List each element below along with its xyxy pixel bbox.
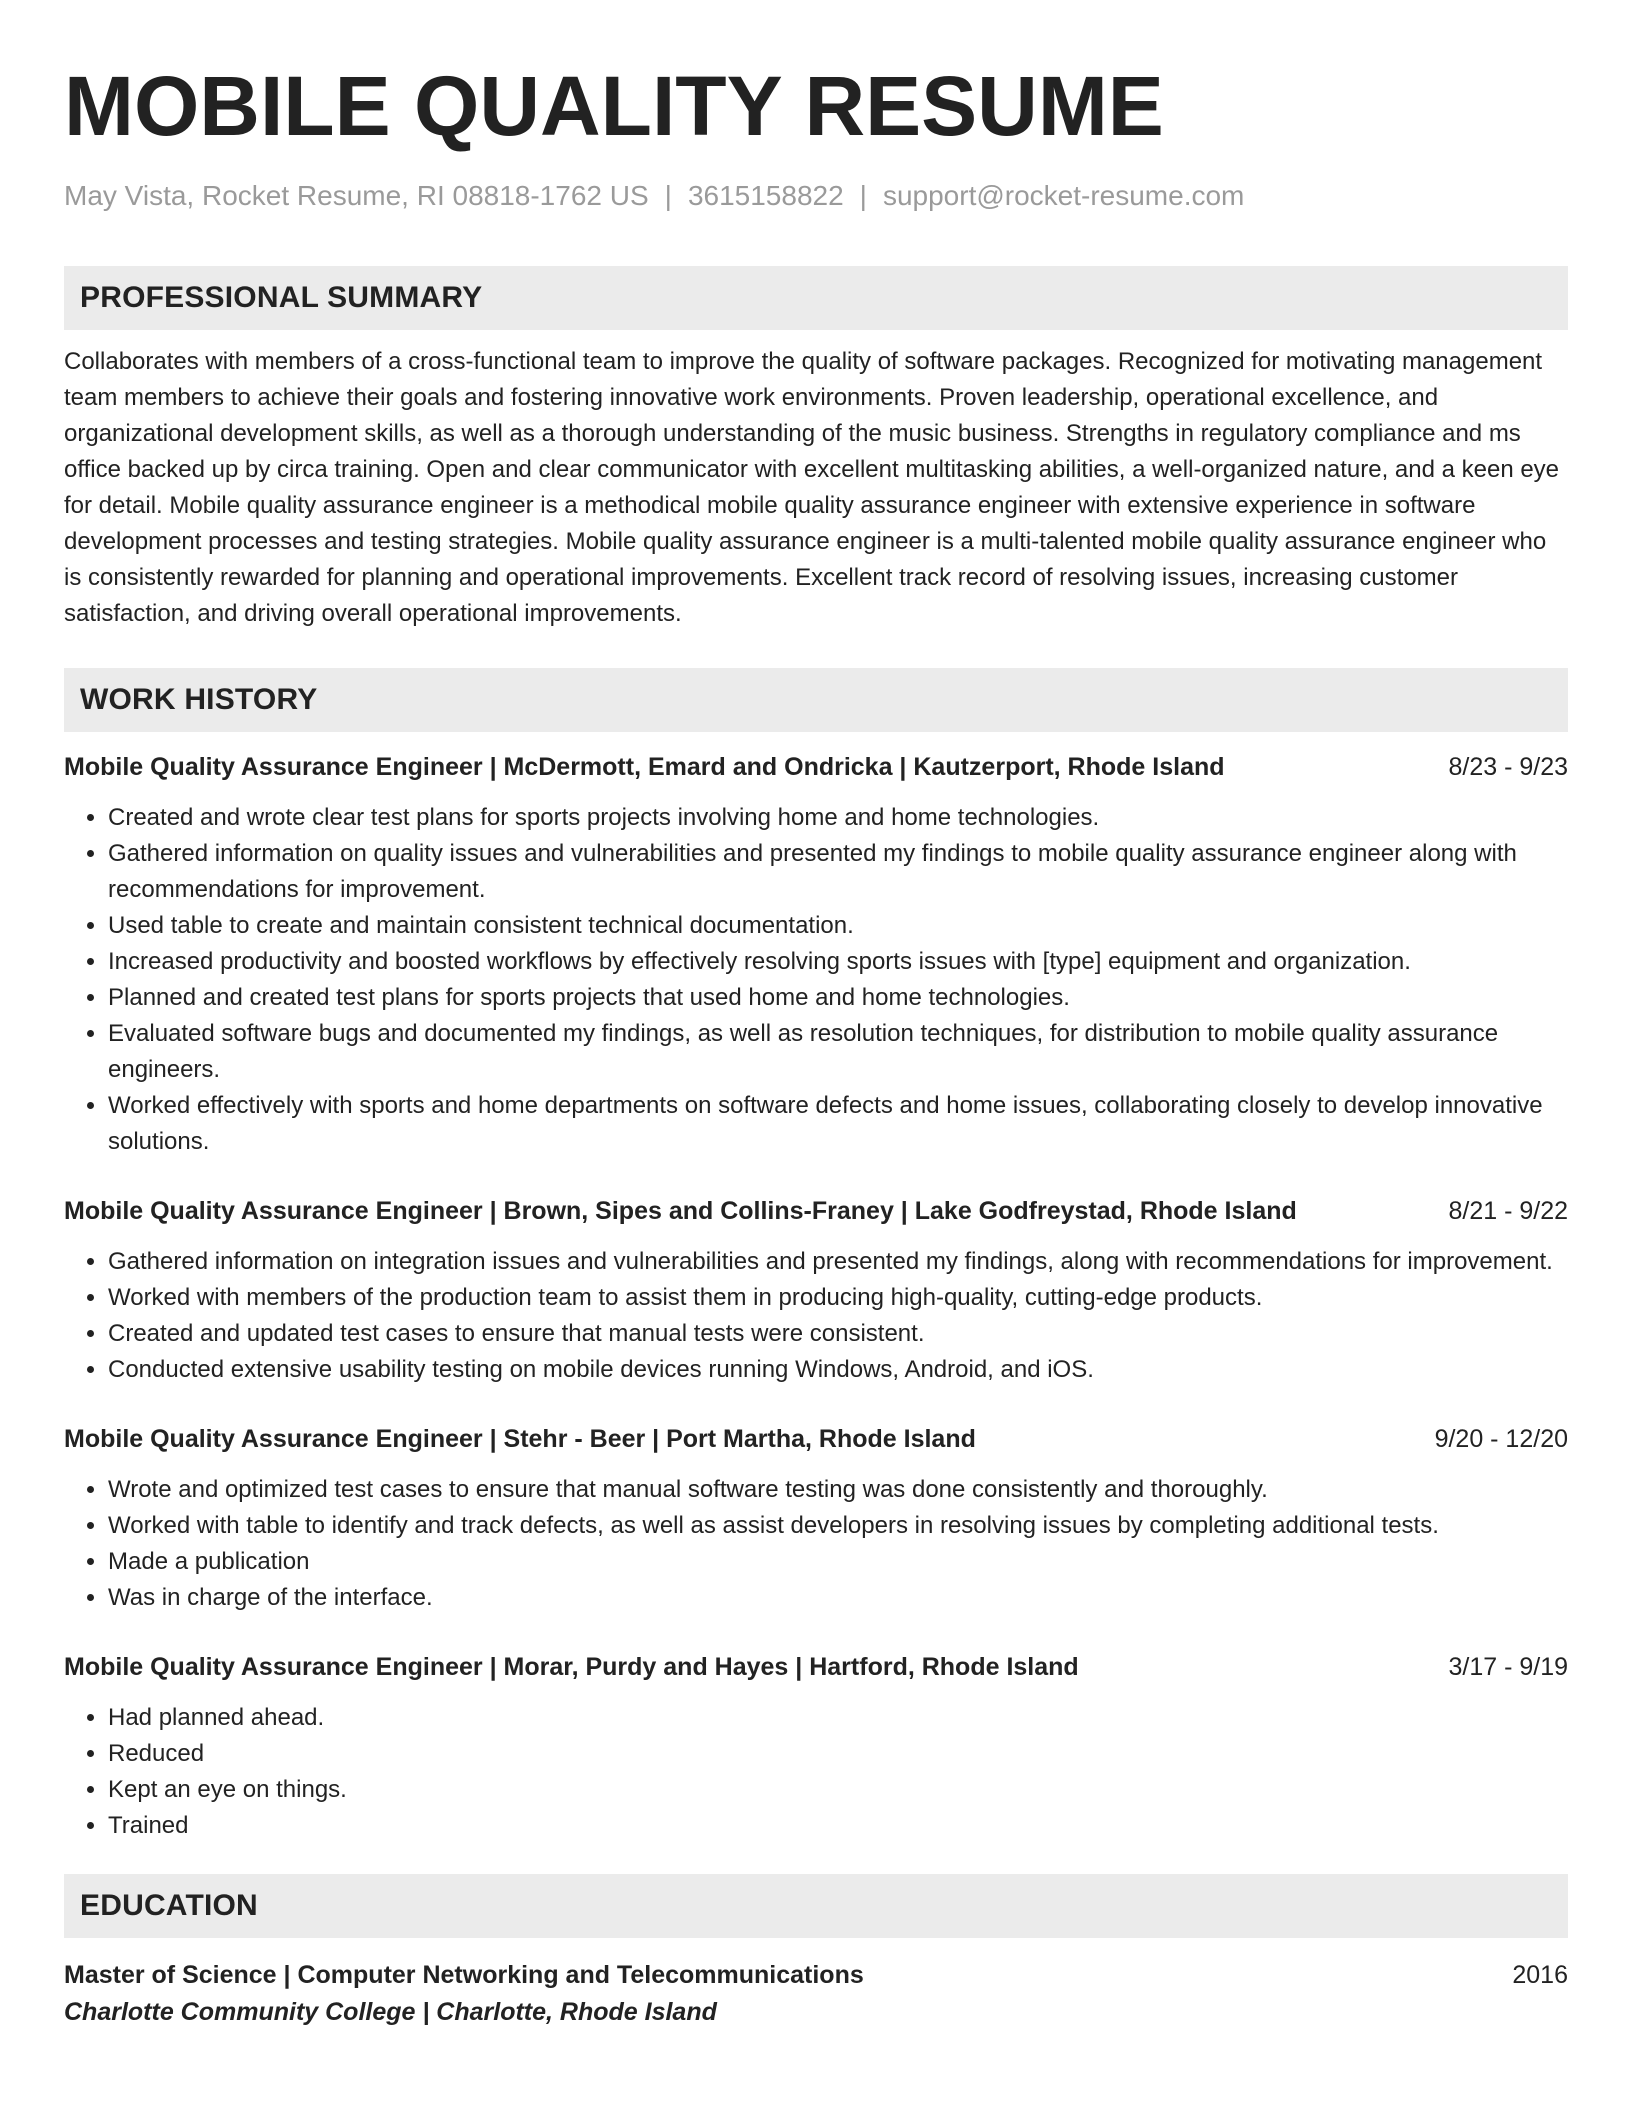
job-bullet: • Trained: [108, 1808, 1568, 1844]
job-header: [64, 750, 1568, 784]
education-degree-row: [64, 1956, 1568, 1994]
job-bullet: • Wrote and optimized test cases to ensure that manual software testing was done consistently and thoroughly.: [108, 1472, 1568, 1508]
job-heading: Mobile Quality Assurance Engineer | Morar, Purdy and Hayes | Hartford, Rhode Island: [64, 1653, 1079, 1681]
job-bullet: • Planned and created test plans for sports projects that used home and home technologies.: [108, 980, 1568, 1016]
job-bullets: [64, 1244, 1568, 1388]
contact-address: May Vista, Rocket Resume, RI 08818-1762 US: [64, 180, 649, 211]
job-bullet: • Gathered information on integration issues and vulnerabilities and presented my findings, along with recommendations for improvement.: [108, 1244, 1568, 1280]
job-bullets: [64, 1700, 1568, 1844]
job-bullet: • Kept an eye on things.: [108, 1772, 1568, 1808]
job-bullet: • Created and updated test cases to ensure that manual tests were consistent.: [108, 1316, 1568, 1352]
job-bullet: • Gathered information on quality issues and vulnerabilities and presented my findings to mobile quality assurance engineer along with recommendations for improvement.: [108, 836, 1568, 908]
job-header: [64, 1422, 1568, 1456]
resume-title: MOBILE QUALITY RESUME: [64, 59, 1164, 153]
job-heading: Mobile Quality Assurance Engineer | Stehr - Beer | Port Martha, Rhode Island: [64, 1425, 976, 1453]
job-bullet: • Evaluated software bugs and documented my findings, as well as resolution techniques, for distribution to mobile quality assurance engineers.: [108, 1016, 1568, 1088]
contact-separator: |: [664, 180, 672, 211]
job-heading: Mobile Quality Assurance Engineer | Brown, Sipes and Collins-Franey | Lake Godfreystad, Rhode Island: [64, 1197, 1297, 1225]
job-dates: 9/20 - 12/20: [1434, 1425, 1568, 1453]
job-bullet: • Created and wrote clear test plans for sports projects involving home and home technologies.: [108, 800, 1568, 836]
section-header-education: EDUCATION: [64, 1874, 1568, 1938]
job-bullet: • Worked with table to identify and track defects, as well as assist developers in resolving issues by completing additional tests.: [108, 1508, 1568, 1544]
job-entry: [64, 1650, 1568, 1844]
job-bullet: • Worked with members of the production team to assist them in producing high-quality, cutting-edge products.: [108, 1280, 1568, 1316]
job-entry: [64, 750, 1568, 1160]
contact-line: [64, 178, 1568, 214]
job-bullet: • Increased productivity and boosted workflows by effectively resolving sports issues with [type] equipment and organization.: [108, 944, 1568, 980]
education-school: Charlotte Community College | Charlotte, Rhode Island: [64, 1998, 717, 2026]
job-dates: 3/17 - 9/19: [1448, 1653, 1568, 1681]
job-bullet: • Used table to create and maintain consistent technical documentation.: [108, 908, 1568, 944]
job-header: [64, 1194, 1568, 1228]
job-bullet: • Made a publication: [108, 1544, 1568, 1580]
job-bullets: [64, 1472, 1568, 1616]
job-bullets: [64, 800, 1568, 1160]
contact-separator: |: [859, 180, 867, 211]
job-entry: [64, 1422, 1568, 1616]
job-dates: 8/21 - 9/22: [1448, 1197, 1568, 1225]
job-bullet: • Had planned ahead.: [108, 1700, 1568, 1736]
job-header: [64, 1650, 1568, 1684]
contact-phone: 3615158822: [687, 180, 844, 211]
job-bullet: • Conducted extensive usability testing on mobile devices running Windows, Android, and iOS.: [108, 1352, 1568, 1388]
job-entry: [64, 1194, 1568, 1388]
section-header-work-history: WORK HISTORY: [64, 668, 1568, 732]
education-degree: Master of Science | Computer Networking and Telecommunications: [64, 1961, 864, 1989]
summary-text: Collaborates with members of a cross-functional team to improve the quality of software packages. Recognized for motivating management team members to achieve their goals and fostering innovative work environments. Proven leadership, operational excellence, and organizational development skills, as well as a thorough understanding of the music business. Strengths in regulatory compliance and ms office backed up by circa training. Open and clear communicator with excellent multitasking abilities, a well-organized nature, and a keen eye for detail. Mobile quality assurance engineer is a methodical mobile quality assurance engineer with extensive experience in software development processes and testing strategies. Mobile quality assurance engineer is a multi-talented mobile quality assurance engineer who is consistently rewarded for planning and operational improvements. Excellent track record of resolving issues, increasing customer satisfaction, and driving overall operational improvements.: [64, 348, 1560, 627]
job-bullet: • Was in charge of the interface.: [108, 1580, 1568, 1616]
section-header-summary: PROFESSIONAL SUMMARY: [64, 266, 1568, 330]
job-heading: Mobile Quality Assurance Engineer | McDermott, Emard and Ondricka | Kautzerport, Rhode Island: [64, 753, 1225, 781]
job-bullet: • Reduced: [108, 1736, 1568, 1772]
contact-email: support@rocket-resume.com: [882, 180, 1245, 211]
education-year: 2016: [1512, 1961, 1568, 1989]
job-bullet: • Worked effectively with sports and home departments on software defects and home issues, collaborating closely to develop innovative solutions.: [108, 1088, 1568, 1160]
job-dates: 8/23 - 9/23: [1448, 753, 1568, 781]
